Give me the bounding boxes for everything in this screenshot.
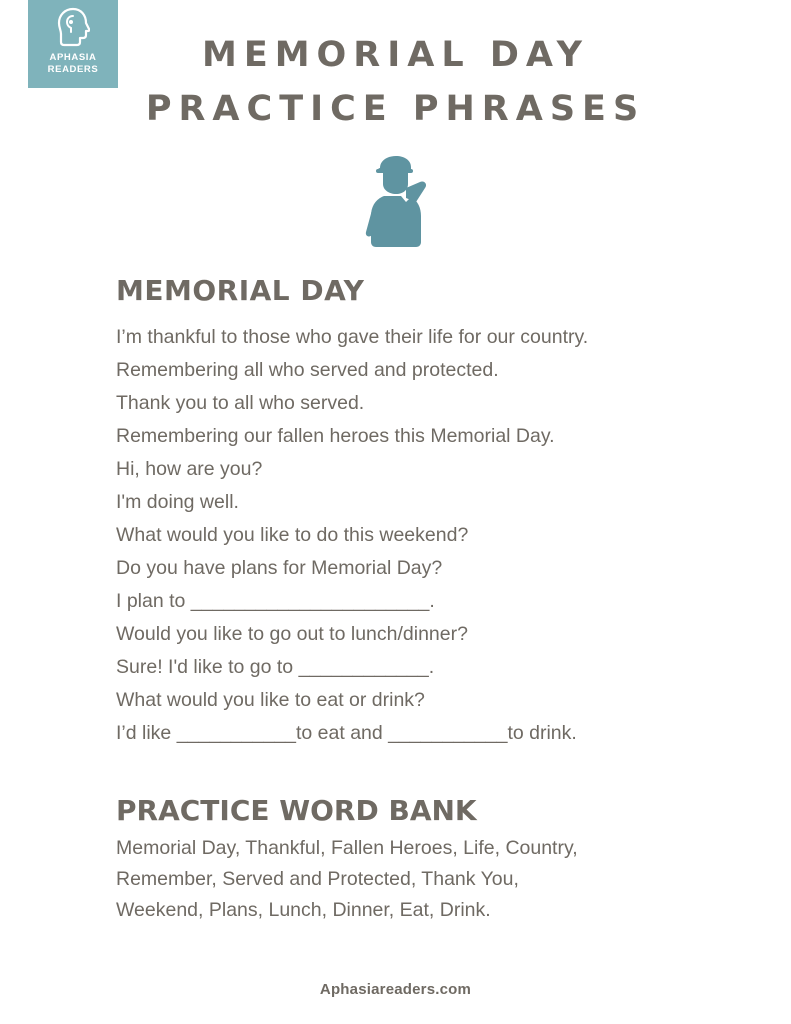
title-line-2: PRACTICE PHRASES [145, 89, 646, 129]
brand-name-line1: APHASIA [49, 52, 97, 63]
phrase-item: What would you like to eat or drink? [116, 689, 425, 711]
word-bank-line: Weekend, Plans, Lunch, Dinner, Eat, Drink. [116, 899, 491, 921]
saluting-soldier-icon [356, 239, 436, 256]
page-title [0, 0, 791, 136]
word-bank-line: Memorial Day, Thankful, Fallen Heroes, Life, Country, [116, 837, 578, 859]
phrase-item: Would you like to go out to lunch/dinner? [116, 623, 468, 645]
brand-name-line2: READERS [47, 64, 99, 75]
phrase-item: Hi, how are you? [116, 458, 263, 480]
phrase-list [116, 321, 731, 750]
phrase-item: I’m thankful to those who gave their life for our country. [116, 326, 589, 348]
phrase-item: Sure! I'd like to go to ____________. [116, 656, 435, 678]
head-brain-icon [56, 6, 90, 52]
title-line-1: MEMORIAL DAY [201, 35, 589, 75]
phrase-item: Remembering our fallen heroes this Memorial Day. [116, 425, 555, 447]
phrase-item: I'm doing well. [116, 491, 239, 513]
word-bank-heading: PRACTICE WORD BANK [116, 794, 477, 827]
phrase-item: Remembering all who served and protected. [116, 359, 499, 381]
phrase-item: What would you like to do this weekend? [116, 524, 469, 546]
section-heading: MEMORIAL DAY [116, 274, 365, 307]
word-bank [116, 794, 731, 926]
phrase-item: I plan to ______________________. [116, 590, 435, 612]
word-bank-line: Remember, Served and Protected, Thank You, [116, 868, 519, 890]
phrase-item: I’d like ___________to eat and ___________to drink. [116, 722, 577, 744]
phrase-item: Thank you to all who served. [116, 392, 365, 414]
footer-site-url: Aphasiareaders.com [319, 981, 472, 998]
illustration [0, 152, 791, 252]
brand-badge [28, 0, 118, 88]
worksheet-content [0, 274, 791, 926]
phrase-item: Do you have plans for Memorial Day? [116, 557, 443, 579]
